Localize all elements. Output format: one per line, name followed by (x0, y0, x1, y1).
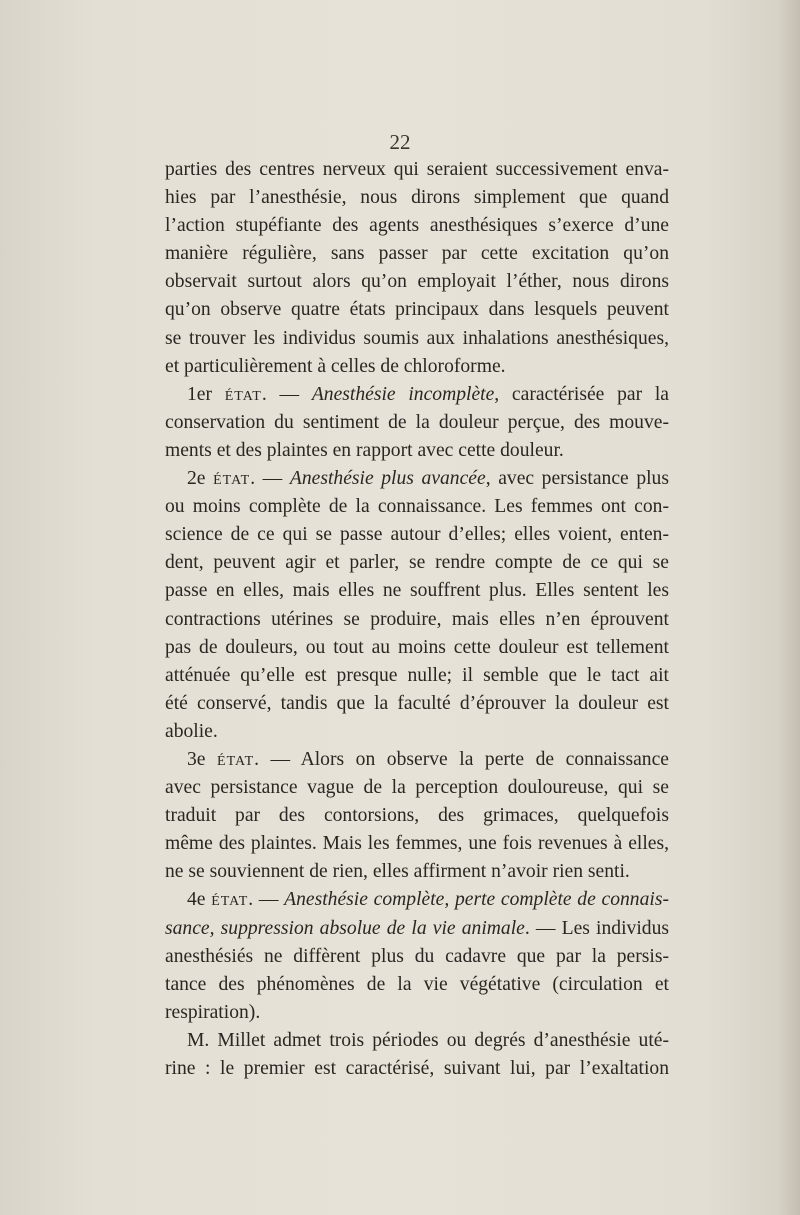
text-line (165, 156, 669, 184)
text-run: anesthésiés ne diffèrent plus du cadavre que par la persis- (165, 945, 669, 967)
text-line (165, 184, 669, 212)
italic-text: Anesthésie complète, perte complète de connais- (284, 889, 669, 911)
text-line (165, 915, 669, 943)
text-run: . — Alors on observe la perte de connaissance (254, 748, 669, 770)
text-line (165, 1055, 669, 1083)
text-line (165, 296, 669, 324)
text-line (165, 1027, 669, 1055)
text-line (165, 886, 669, 914)
text-line (165, 212, 669, 240)
text-run: hies par l’anesthésie, nous dirons simplement que quand (165, 187, 669, 209)
text-run: respiration). (165, 1001, 261, 1023)
text-run: ou moins complète de la connaissance. Les femmes ont con- (165, 496, 669, 518)
text-line (165, 381, 669, 409)
text-line (165, 999, 669, 1027)
text-run: science de ce qui se passe autour d’elles; elles voient, enten- (165, 524, 669, 546)
text-run: ments et des plaintes en rapport avec cette douleur. (165, 439, 564, 461)
text-run: observait surtout alors qu’on employait l’éther, nous dirons (165, 271, 669, 293)
text-line (165, 437, 669, 465)
state-label: état (213, 468, 251, 490)
text-run: abolie. (165, 720, 218, 742)
italic-text: Anesthésie incomplète (311, 383, 495, 405)
text-run: , caractérisée par la (494, 383, 669, 405)
italic-text: sance, suppression absolue de la vie animale (165, 917, 525, 939)
text-run: rine : le premier est caractérisé, suivant lui, par l’exaltation (165, 1058, 669, 1079)
text-run: contractions utérines se produire, mais elles n’en éprouvent (165, 608, 669, 630)
text-run: ne se souviennent de rien, elles affirment n’avoir rien senti. (165, 861, 630, 883)
text-line (165, 409, 669, 437)
text-run: et particulièrement à celles de chloroforme. (165, 355, 506, 377)
text-run: qu’on observe quatre états principaux dans lesquels peuvent (165, 299, 669, 321)
text-run: , avec persistance plus (485, 468, 669, 490)
text-line (165, 718, 669, 746)
text-line (165, 606, 669, 634)
text-run: l’action stupéfiante des agents anesthésiques s’exerce d’une (165, 215, 669, 237)
text-line (165, 971, 669, 999)
text-line (165, 690, 669, 718)
text-line (165, 662, 669, 690)
text-run: 1er (187, 383, 225, 405)
text-line (165, 577, 669, 605)
text-run: 4e (187, 889, 212, 911)
text-line (165, 549, 669, 577)
text-run: tance des phénomènes de la vie végétative (circulation et (165, 973, 669, 995)
text-line (165, 774, 669, 802)
text-line (165, 858, 669, 886)
text-run: avec persistance vague de la perception douloureuse, qui se (165, 777, 669, 799)
state-label: état (217, 748, 255, 770)
text-run: 3e (187, 748, 218, 770)
text-line (165, 746, 669, 774)
page-number: 22 (389, 130, 411, 154)
text-run: été conservé, tandis que la faculté d’éprouver la douleur est (165, 692, 669, 714)
text-line (165, 325, 669, 353)
body-text (165, 156, 669, 1083)
text-line (165, 353, 669, 381)
text-line (165, 240, 669, 268)
state-label: état (211, 889, 249, 911)
text-run: pas de douleurs, ou tout au moins cette douleur est tellement (165, 636, 669, 658)
text-run: parties des centres nerveux qui seraient successivement enva- (165, 159, 669, 180)
text-line (165, 493, 669, 521)
text-run: se trouver les individus soumis aux inhalations anesthésiques, (165, 327, 669, 349)
text-line (165, 634, 669, 662)
text-run: traduit par des contorsions, des grimaces, quelquefois (165, 805, 669, 827)
text-run: manière régulière, sans passer par cette excitation qu’on (165, 243, 669, 265)
text-line (165, 268, 669, 296)
text-run: . — Les individus (524, 917, 669, 939)
text-line (165, 802, 669, 830)
text-run: conservation du sentiment de la douleur perçue, des mouve- (165, 411, 669, 433)
text-run: même des plaintes. Mais les femmes, une fois revenues à elles, (165, 833, 669, 855)
text-run: passe en elles, mais elles ne souffrent plus. Elles sentent les (165, 580, 669, 602)
italic-text: Anesthésie plus avancée (289, 468, 486, 490)
text-run: atténuée qu’elle est presque nulle; il semble que le tact ait (165, 664, 669, 686)
text-run: dent, peuvent agir et parler, se rendre compte de ce qui se (165, 552, 669, 574)
text-run: 2e (187, 468, 214, 490)
text-run: . — (261, 383, 312, 405)
text-run: . — (250, 468, 290, 490)
text-line (165, 521, 669, 549)
page-edge-shadow (778, 0, 800, 1215)
text-run: M. Millet admet trois périodes ou degrés d’anesthésie uté- (187, 1029, 669, 1051)
text-line (165, 465, 669, 493)
state-label: état (224, 383, 262, 405)
text-line (165, 830, 669, 858)
text-line (165, 943, 669, 971)
text-run: . — (248, 889, 285, 911)
